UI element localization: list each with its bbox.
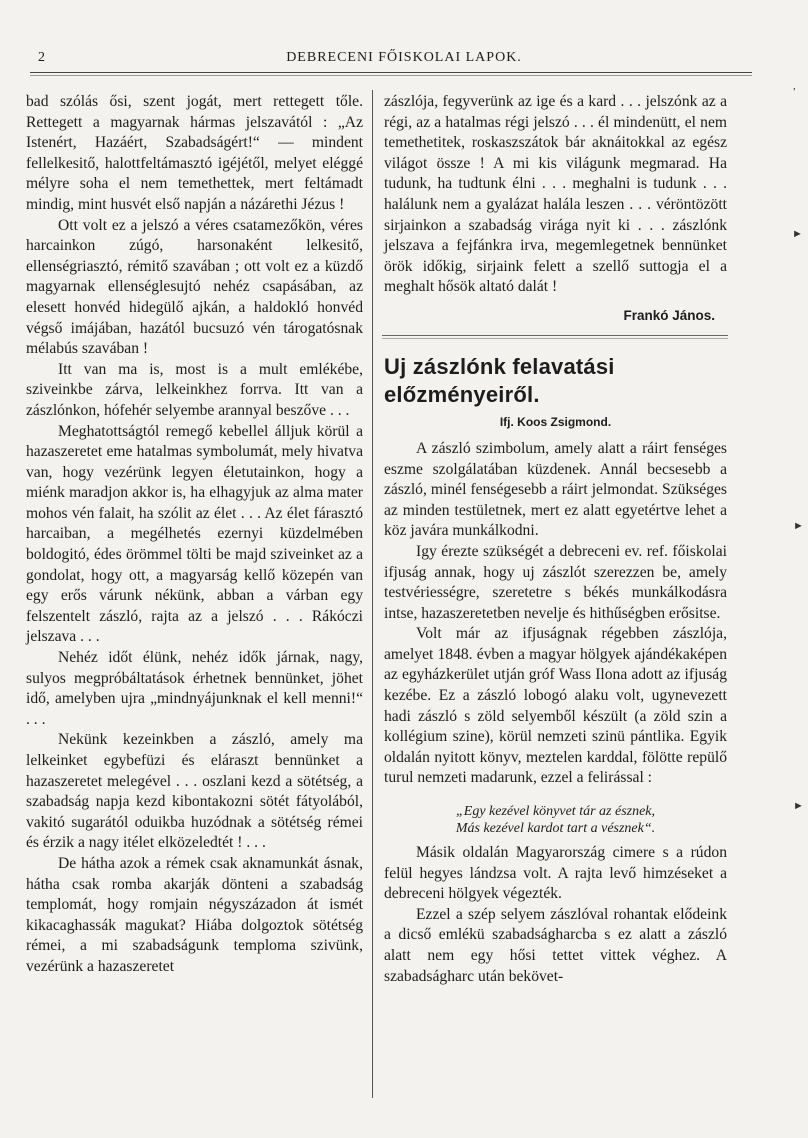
page-number: 2 xyxy=(38,50,46,65)
margin-mark: , xyxy=(793,80,796,92)
article-paragraph-1: A zászló szimbolum, amely alatt a ráirt fenséges eszme szolgálatában küzdenek. Annál becsesebb a zászló, minél fenségesebb a ráirt jelmondat. Szükséges az minden testületnek, mert ez alatt egyetértve lehet a köz javára munkálkodni. xyxy=(384,439,727,540)
article-separator-rule xyxy=(382,335,728,339)
running-title: DEBRECENI FŐISKOLAI LAPOK. xyxy=(286,50,522,65)
article-author: Ifj. Koos Zsigmond. xyxy=(499,414,612,429)
author-signature: Frankó János. xyxy=(623,307,715,323)
previous-article-continuation: zászlója, fegyverünk az ige és a kard . . . jelszónk az a régi, az a hatalmas régi jelszó . . . él mindenütt, el nem temethetitek, roskaszszátok bár aknáitokkal az egész világot össze ! A mi kis világunk megmarad. Ha tudunk, ha tudtunk élni . . . meghalni is tudunk . . . halálunk nem a gyalázat halála leszen . . . véröntözött sirjainkon a szabadság virága nyit ki . . . zászlónk jelszava a fejfánkra irva, megemlegetnek bennünket örök időkig, sirjaink felett a szellő suttogja el a meghalt hősök altató dalát ! xyxy=(384,93,727,296)
header-rule xyxy=(30,72,752,76)
left-paragraph-5: Nehéz időt élünk, nehéz idők járnak, nagy, sulyos megpróbáltatások érhetnek bennünket, jöhet idő, amelyben ujra „mindnyájunknak el kell menni!“ . . . xyxy=(26,649,363,728)
left-paragraph-4: Meghatottságtól remegő kebellel álljuk körül a hazaszeretet eme hatalmas symbolumát, mely hivatva van, hogy vezérünk legyen életutainkon, hogy a miénk maradjon akkor is, ha elhagyjuk az alma mater mohos vén falait, ha szólit az élet . . . Az élet fárasztó harcaiban, a megélhetés ezernyi küzdelmében boldogitó, édes örömmel tölti be majd sziveinket az a gondolat, hogy ott, a magyarság kellő közepén van egy erős várunk nékünk, abban a várban egy felszentelt zászló, rajta az a jelszó . . . Rákóczi jelszava . . . xyxy=(26,422,363,646)
left-paragraph-7: De hátha azok a rémek csak aknamunkát ásnak, hátha csak romba akarják dönteni a szabadság templomát, hogy romjain négyszázadon át ismét kikacaghassák magukat? Hiába dolgoztok sötétség rémei, a mi szabadságunk temploma szivünk, vezérünk a hazaszeretet xyxy=(26,854,363,975)
article-paragraph-4: Másik oldalán Magyarország cimere s a rúdon felül hegyes lándzsa volt. A rajta levő himzéseket a debreceni hölgyek végezték. xyxy=(384,844,727,903)
margin-arrow-icon: ► xyxy=(793,800,804,812)
verse-line-2: Más kezével kardot tart a vésznek“. xyxy=(455,821,656,837)
left-paragraph-1: bad szólás ősi, szent jogát, mert rettegett tőle. Rettegett a magyarnak hármas jelszavától : „Az Istenért, Hazáért, Szabadságért!“ — mindent fellelkesitő, halottfeltámasztó igéjétől, melyet eléggé mélyre soha el nem temethettek, mert feltámadt mindig, mint husvét első napján a názárethi Jézus ! xyxy=(26,93,363,213)
article-paragraph-5: Ezzel a szép selyem zászlóval rohantak elődeink a dicső emlékü szabadságharcba s ez alatt a zászló alatt nem egy hősi tettet vittek véghez. A szabadságharc után bekövet- xyxy=(384,905,727,985)
column-divider xyxy=(372,90,373,1098)
article-paragraph-2: Igy érezte szükségét a debreceni ev. ref. főiskolai ifjuság annak, hogy uj zászlót szerezzen be, amely testvériességre, szeretetre s békés munkálkodásra intse, hazaszeretetben nevelje és hithűségben erősitse. xyxy=(384,542,727,622)
left-paragraph-6: Nekünk kezeinkben a zászló, amely ma lelkeinket egybefüzi és eláraszt bennünket a hazaszeretet melegével . . . oszlani kezd a sötétség, a szabadság napja kezd kibontakozni sötét fátyolából, vakitó sugarától oduikba huzódnak a sötétség rémei és érzik a nagy itélet elközeledtét ! . . . xyxy=(26,731,363,852)
verse-line-1: „Egy kezével könyvet tár az észnek, xyxy=(455,804,656,820)
right-column xyxy=(384,92,727,987)
article-paragraph-3: Volt már az ifjuságnak régebben zászlója, amelyet 1848. évben a magyar hölgyek ajándékaképen az egyházkerület utján gróf Wass Ilona adott az ifjuság kezébe. Ez a zászló lobogó alaku volt, ugynevezett hadi zászló s zöld selyemből készült (a zöld szin a kollégium szine), körül nemzeti szinü pántlika. Egyik oldalán nyitott könyv, meztelen karddal, fölötte repülő turul nemzeti madarunk, ezzel a felirással : xyxy=(384,625,727,787)
verse-quote xyxy=(384,803,727,837)
left-paragraph-3: Itt van ma is, most is a mult emlékébe, sziveinkbe zárva, lelkeinkhez forrva. Itt van a zászlónkon, hófehér selyembe arannyal beszőve . . . xyxy=(26,360,363,419)
margin-arrow-icon: ► xyxy=(792,228,803,240)
margin-arrow-icon: ► xyxy=(793,520,804,532)
left-column xyxy=(26,92,363,978)
article-title: Uj zászlónk felavatási előzményeiről. xyxy=(384,353,615,407)
left-paragraph-2: Ott volt ez a jelszó a véres csatamezőkön, véres harcainkon zúgó, harsonaként lelkesitő, ellenségriasztó, rémitő szavában ; ott volt ez a küzdő magyarnak ellenséglesujtó nehéz csapásában, az elesett honvéd hidegülő ajkán, a haldokló honvéd végső imájában, hazától bucsuzó vén tárogatósnak mélabús szavában ! xyxy=(26,216,363,358)
